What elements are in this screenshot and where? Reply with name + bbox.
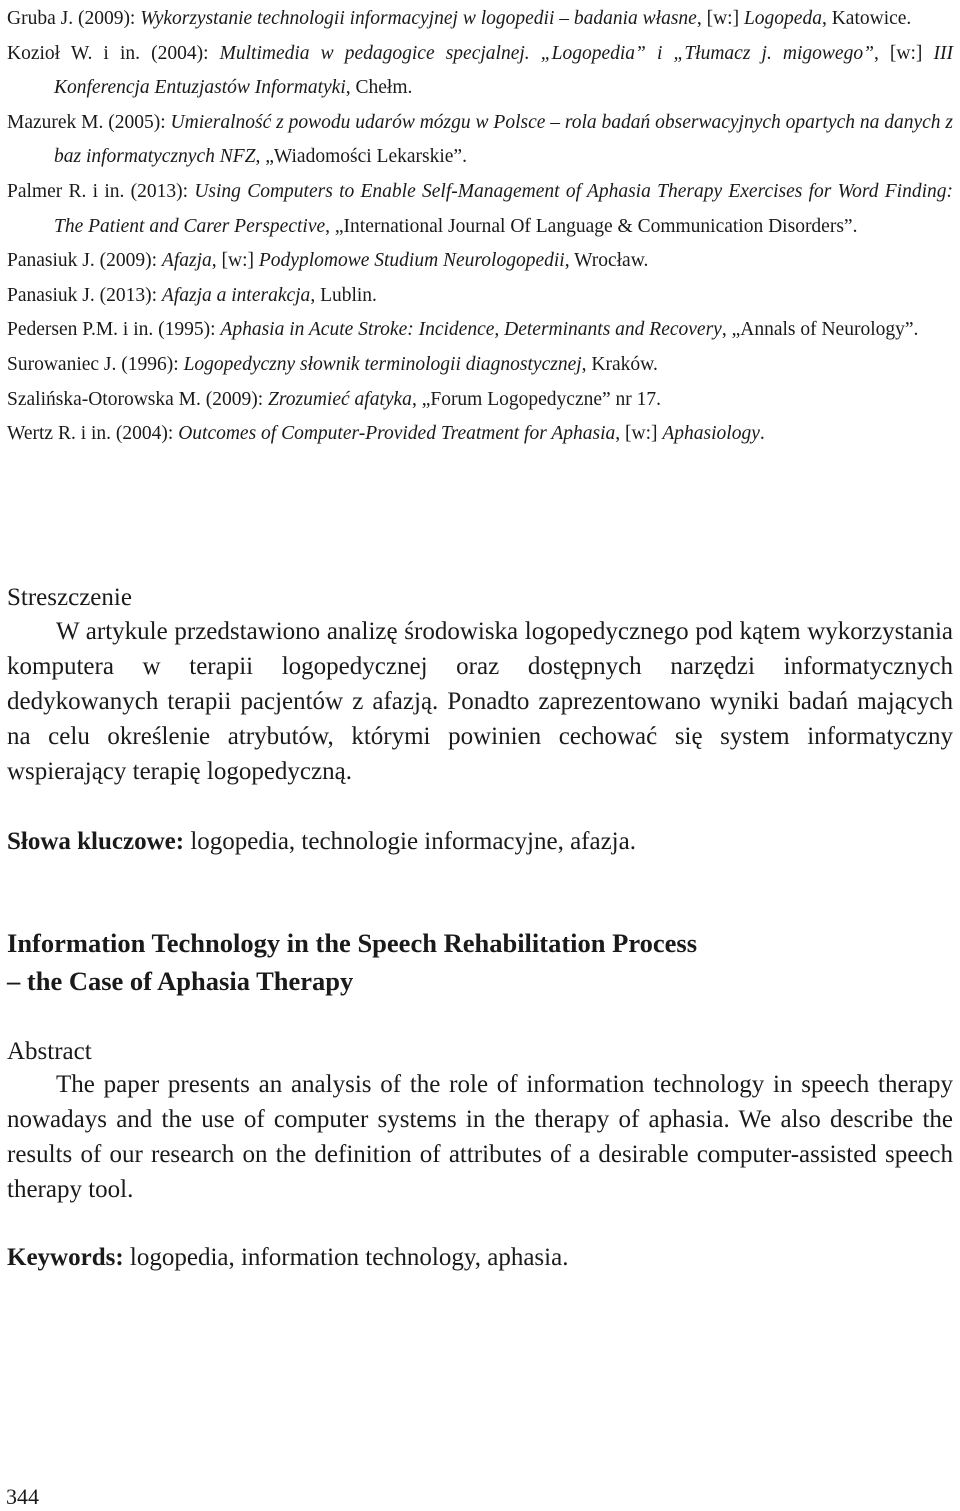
abstract-text: The paper presents an analysis of the role of information technology in speech therapy nowadays and the use of computer systems in the therapy of aphasia. We also describe the results of our research on the definition of attributes of a desirable computer-assisted speech therapy tool. [7,1071,953,1203]
reference-item: Mazurek M. (2005): Umieralność z powodu udarów mózgu w Polsce – rola badań obserwacyjnych opartych na danych z baz informatycznych NFZ, „Wiadomości Lekarskie”. [7,111,954,168]
reference-list [7,2,953,452]
polish-keywords-label: Słowa kluczowe: [7,828,185,855]
english-title [7,925,697,1000]
english-keywords-label: Keywords: [7,1244,124,1271]
polish-keywords [7,825,636,859]
reference-item: Wertz R. i in. (2004): Outcomes of Computer-Provided Treatment for Aphasia, [w:] Aphasiology. [7,423,765,445]
reference-item: Palmer R. i in. (2013): Using Computers to Enable Self-Management of Aphasia Therapy Exercises for Word Finding: The Patient and Carer Perspective, „International Journal Of Language & Communication Disorders”. [7,180,953,237]
english-keywords-text: logopedia, information technology, aphasia. [123,1244,569,1271]
english-keywords [7,1241,568,1275]
reference-item: Szalińska-Otorowska M. (2009): Zrozumieć afatyka, „Forum Logopedyczne” nr 17. [7,388,662,410]
streszczenie-text: W artykule przedstawiono analizę środowiska logopedycznego pod kątem wykorzystania komputera w terapii logopedycznej oraz dostępnych narzędzi informatycznych dedykowanych terapii pacjentów z afazją. Ponadto zaprezentowano wyniki badań mających na celu określenie atrybutów, którymi powinien cechować się system informatyczny wspierający terapię logopedyczną. [7,618,953,785]
abstract-heading: Abstract [7,1038,92,1065]
reference-item: Panasiuk J. (2009): Afazja, [w:] Podyplomowe Studium Neurologopedii, Wrocław. [7,250,649,272]
reference-item: Surowaniec J. (1996): Logopedyczny słownik terminologii diagnostycznej, Kraków. [7,353,658,375]
english-title-line1: Information Technology in the Speech Rehabilitation Process [7,928,698,958]
reference-item: Kozioł W. i in. (2004): Multimedia w pedagogice specjalnej. „Logopedia” i „Tłumacz j. migowego”, [w:] III Konferencja Entuzjastów Informatyki, Chełm. [7,42,953,99]
english-title-line2: – the Case of Aphasia Therapy [7,965,354,996]
page-number: 344 [6,1484,39,1509]
polish-keywords-text: logopedia, technologie informacyjne, afazja. [184,828,636,855]
streszczenie-heading: Streszczenie [7,584,132,611]
reference-item: Panasiuk J. (2013): Afazja a interakcja, Lublin. [7,284,377,306]
reference-item: Gruba J. (2009): Wykorzystanie technologii informacyjnej w logopedii – badania własne, [w:] Logopeda, Katowice. [7,8,912,29]
reference-item: Pedersen P.M. i in. (1995): Aphasia in Acute Stroke: Incidence, Determinants and Recovery, „Annals of Neurology”. [7,319,919,341]
